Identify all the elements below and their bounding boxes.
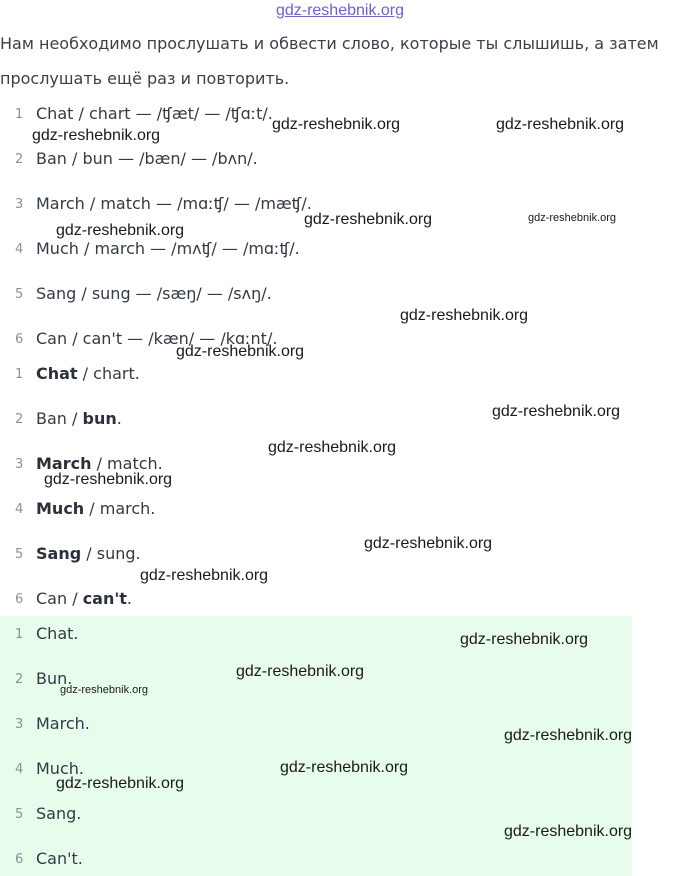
item-number: 2 (15, 412, 24, 427)
item-number: 3 (15, 197, 24, 212)
circled-word: Chat (36, 364, 78, 383)
circled-word: bun (82, 409, 117, 428)
list-item (0, 589, 640, 613)
item-number: 4 (15, 502, 24, 517)
circled-word: Much (36, 499, 85, 518)
item-number: 3 (15, 717, 24, 732)
watermark: gdz-reshebnik.org (304, 211, 433, 228)
item-text: March / match. (36, 454, 163, 473)
item-number: 6 (15, 332, 24, 347)
watermark: gdz-reshebnik.org (44, 471, 173, 488)
circled-word: Sang (36, 544, 82, 563)
circled-word: can't (82, 589, 127, 608)
item-text: Can't. (36, 849, 83, 868)
watermark: gdz-reshebnik.org (176, 343, 305, 360)
watermark: gdz-reshebnik.org (460, 631, 589, 648)
item-number: 1 (15, 367, 24, 382)
intro-text-line2: прослушать ещё раз и повторить. (0, 69, 290, 88)
list-item (0, 149, 640, 173)
item-text: Chat. (36, 624, 79, 643)
watermark: gdz-reshebnik.org (272, 116, 401, 133)
list-item (0, 849, 640, 873)
item-text: March / match — /mɑːʧ/ — /mæʧ/. (36, 194, 312, 213)
item-text: Can / can't. (36, 589, 132, 608)
item-number: 4 (15, 242, 24, 257)
watermark: gdz-reshebnik.org (528, 212, 617, 224)
item-text: March. (36, 714, 90, 733)
item-number: 2 (15, 672, 24, 687)
item-text: Much / march. (36, 499, 156, 518)
item-text: Ban / bun. (36, 409, 122, 428)
watermark: gdz-reshebnik.org (140, 567, 269, 584)
item-number: 5 (15, 287, 24, 302)
list-item (0, 284, 640, 308)
item-number: 1 (15, 627, 24, 642)
item-number: 1 (15, 107, 24, 122)
item-text: Chat / chart. (36, 364, 140, 383)
site-link[interactable]: gdz-reshebnik.org (275, 2, 405, 19)
item-number: 3 (15, 457, 24, 472)
list-item (0, 239, 640, 263)
watermark: gdz-reshebnik.org (496, 116, 625, 133)
intro-text-line1: Нам необходимо прослушать и обвести слово, которые ты слышишь, а затем (0, 34, 659, 53)
watermark: gdz-reshebnik.org (60, 684, 149, 696)
list-item (0, 329, 640, 353)
watermark: gdz-reshebnik.org (268, 439, 397, 456)
watermark: gdz-reshebnik.org (32, 127, 161, 144)
item-text: Sang / sung — /sæŋ/ — /sʌŋ/. (36, 284, 272, 303)
item-number: 5 (15, 547, 24, 562)
item-text: Sang / sung. (36, 544, 141, 563)
item-number: 6 (15, 592, 24, 607)
watermark: gdz-reshebnik.org (492, 403, 621, 420)
item-text: Ban / bun — /bæn/ — /bʌn/. (36, 149, 258, 168)
list-item (0, 544, 640, 568)
watermark: gdz-reshebnik.org (56, 775, 185, 792)
watermark: gdz-reshebnik.org (504, 823, 633, 840)
watermark: gdz-reshebnik.org (400, 307, 529, 324)
circled-word: March (36, 454, 92, 473)
list-item (0, 364, 640, 388)
watermark: gdz-reshebnik.org (236, 663, 365, 680)
list-item (0, 499, 640, 523)
item-number: 5 (15, 807, 24, 822)
watermark: gdz-reshebnik.org (504, 727, 633, 744)
item-text: Sang. (36, 804, 82, 823)
item-text: Chat / chart — /ʧæt/ — /ʧɑːt/. (36, 104, 273, 123)
item-number: 2 (15, 152, 24, 167)
item-text: Can / can't — /kæn/ — /kɑːnt/. (36, 329, 278, 348)
item-text: Much. (36, 759, 84, 778)
watermark: gdz-reshebnik.org (364, 535, 493, 552)
item-number: 4 (15, 762, 24, 777)
watermark: gdz-reshebnik.org (56, 222, 185, 239)
item-number: 6 (15, 852, 24, 867)
item-text: Much / march — /mʌʧ/ — /mɑːʧ/. (36, 239, 300, 258)
watermark: gdz-reshebnik.org (280, 759, 409, 776)
item-text: Bun. (36, 669, 73, 688)
